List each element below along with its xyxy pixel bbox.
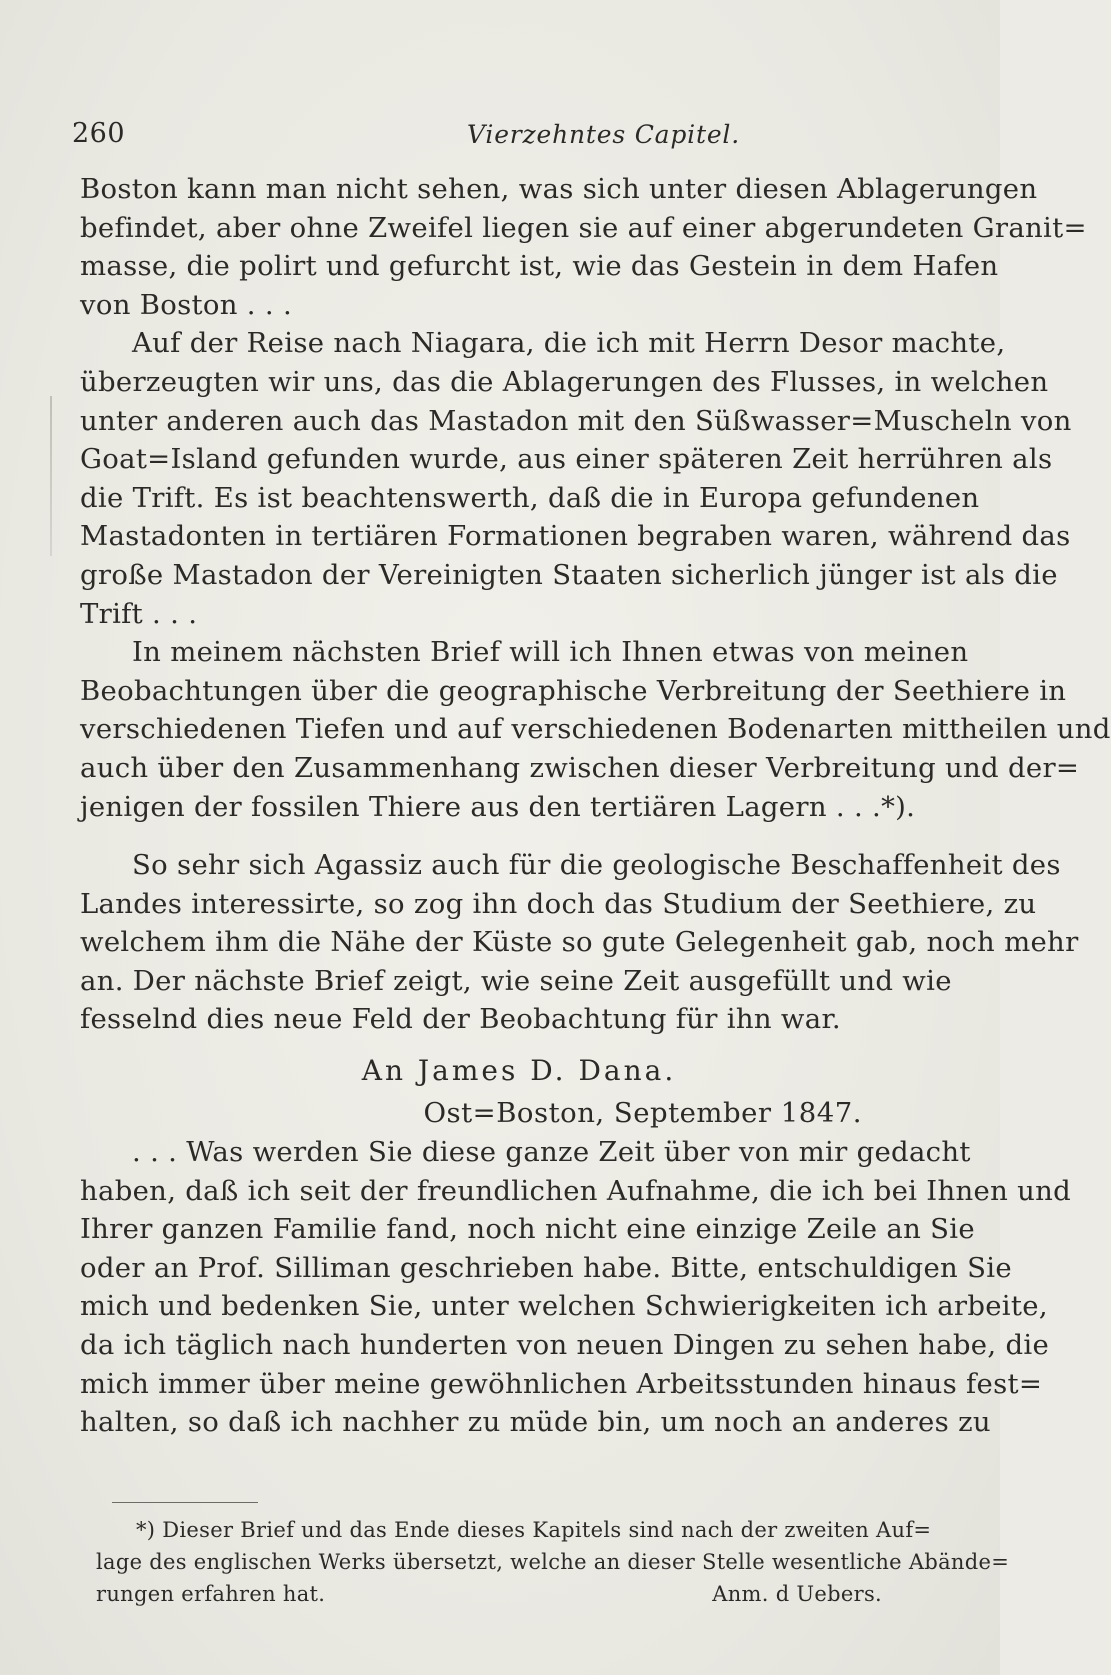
text-line: haben, daß ich seit der freundlichen Aufnahme, die ich bei Ihnen und <box>80 1174 1072 1207</box>
text-line: da ich täglich nach hunderten von neuen Dingen zu sehen habe, die <box>80 1329 1050 1362</box>
text-line: Auf der Reise nach Niagara, die ich mit Herrn Desor machte, <box>132 327 1006 360</box>
footnote-line: *) Dieser Brief und das Ende dieses Kapitels sind nach der zweiten Auf= <box>136 1518 932 1542</box>
text-line: fesselnd dies neue Feld der Beobachtung für ihn war. <box>80 1003 841 1036</box>
text-line: die Trift. Es ist beachtenswerth, daß die in Europa gefundenen <box>80 481 980 514</box>
paragraph-gap <box>80 826 928 836</box>
text-line: oder an Prof. Silliman geschrieben habe. Bitte, entschuldigen Sie <box>80 1251 1012 1284</box>
text-line: von Boston . . . <box>80 288 292 321</box>
margin-pencil-mark <box>50 396 52 556</box>
text-line: welchem ihm die Nähe der Küste so gute Gelegenheit gab, noch mehr <box>80 926 1079 959</box>
text-line: halten, so daß ich nachher zu müde bin, um noch an anderes zu <box>80 1406 991 1439</box>
page-header <box>72 118 932 158</box>
text-line: jenigen der fossilen Thiere aus den tertiären Lagern . . .*). <box>80 790 916 823</box>
letter-heading: An James D. Dana. <box>361 1054 677 1088</box>
footnote <box>96 1514 1010 1610</box>
text-line: Mastadonten in tertiären Formationen begraben waren, während das <box>80 520 1071 553</box>
text-line: überzeugten wir uns, das die Ablagerungen des Flusses, in welchen <box>80 365 1049 398</box>
footnote-last-line <box>96 1578 930 1610</box>
footnote-line: rungen erfahren hat. <box>96 1582 326 1606</box>
text-line: Goat=Island gefunden wurde, aus einer späteren Zeit herrühren als <box>80 443 1053 476</box>
text-line: In meinem nächsten Brief will ich Ihnen etwas von meinen <box>132 636 969 669</box>
text-line: masse, die polirt und gefurcht ist, wie das Gestein in dem Hafen <box>80 250 999 283</box>
text-line: Ihrer ganzen Familie fand, noch nicht eine einzige Zeile an Sie <box>80 1213 975 1246</box>
page-number: 260 <box>72 118 126 149</box>
letter-dateline: Ost=Boston, September 1847. <box>423 1097 862 1130</box>
text-line: . . . Was werden Sie diese ganze Zeit über von mir gedacht <box>132 1136 971 1169</box>
text-line: befindet, aber ohne Zweifel liegen sie auf einer abgerundeten Granit= <box>80 211 1087 244</box>
paragraph-gap <box>80 1039 928 1049</box>
text-line: Beobachtungen über die geographische Verbreitung der Seethiere in <box>80 674 1067 707</box>
footnote-signature: Anm. d Uebers. <box>712 1582 882 1606</box>
text-line: auch über den Zusammenhang zwischen dieser Verbreitung und der= <box>80 751 1080 784</box>
text-line: verschiedenen Tiefen und auf verschiedenen Bodenarten mittheilen und <box>80 713 1111 746</box>
footnote-line: lage des englischen Werks übersetzt, welche an dieser Stelle wesentliche Abände= <box>96 1550 1010 1574</box>
text-line: Boston kann man nicht sehen, was sich unter diesen Ablagerungen <box>80 173 1038 205</box>
footnote-divider <box>112 1502 258 1503</box>
running-head: Vierzehntes Capitel. <box>467 120 740 149</box>
text-line: unter anderen auch das Mastadon mit den Süßwasser=Muscheln von <box>80 404 1072 437</box>
text-line: So sehr sich Agassiz auch für die geologische Beschaffenheit des <box>132 849 1061 882</box>
text-line: große Mastadon der Vereinigten Staaten sicherlich jünger ist als die <box>80 558 1058 591</box>
text-line: an. Der nächste Brief zeigt, wie seine Zeit ausgefüllt und wie <box>80 964 952 997</box>
text-line: Trift . . . <box>80 597 198 630</box>
text-line: Landes interessirte, so zog ihn doch das Studium der Seethiere, zu <box>80 887 1037 920</box>
paragraph-gap <box>80 836 928 846</box>
text-line: mich und bedenken Sie, unter welchen Schwierigkeiten ich arbeite, <box>80 1290 1048 1323</box>
body-text <box>80 170 1111 1442</box>
text-line: mich immer über meine gewöhnlichen Arbeitsstunden hinaus fest= <box>80 1367 1043 1400</box>
